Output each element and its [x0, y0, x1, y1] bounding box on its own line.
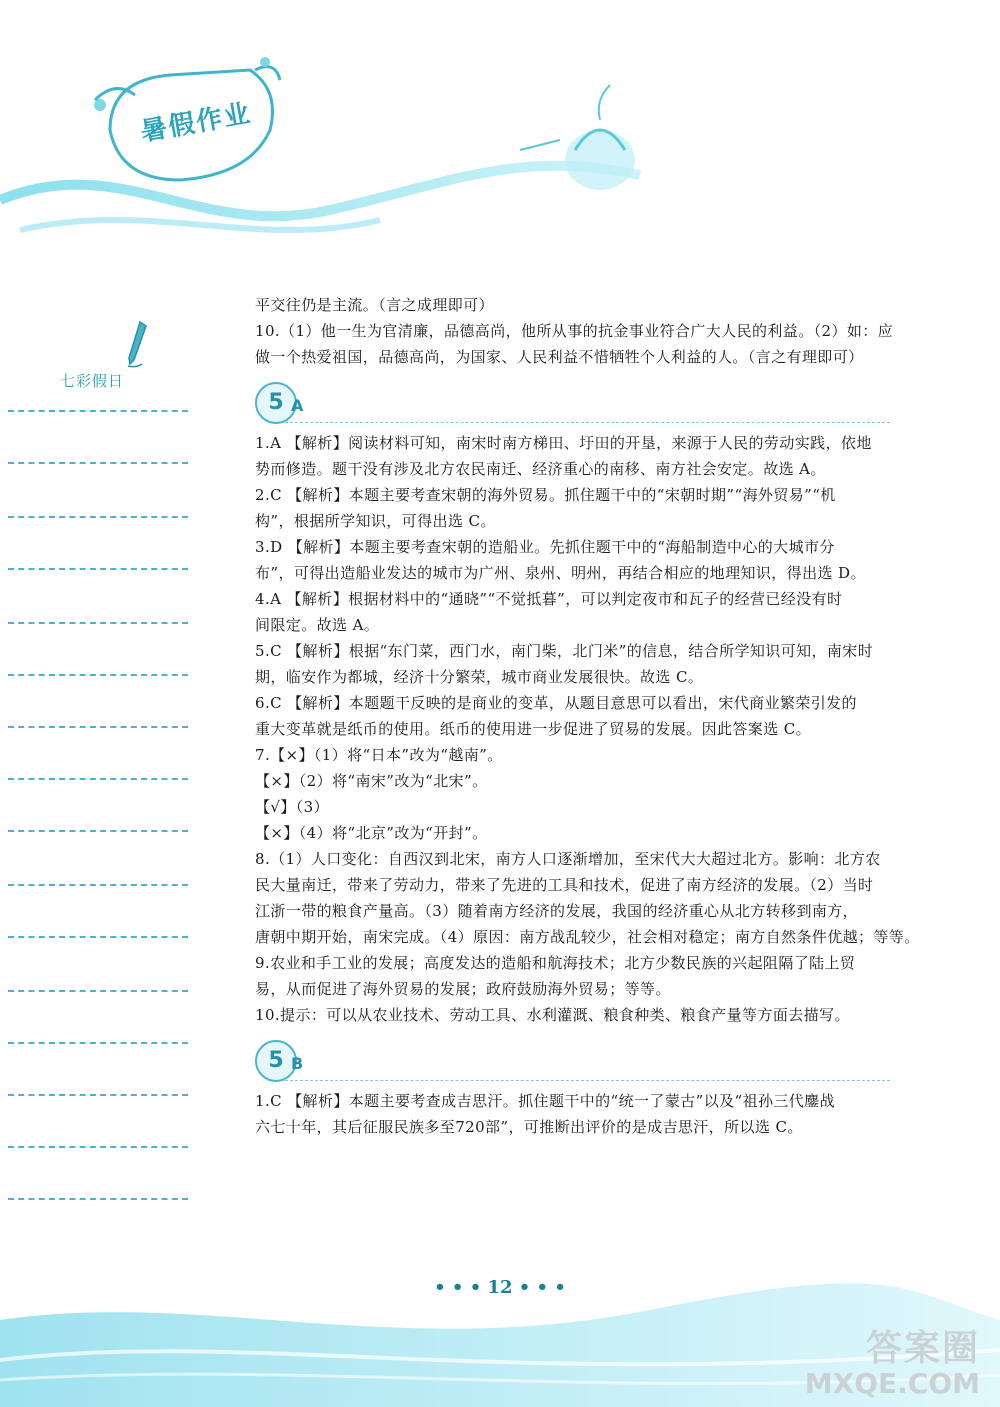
answer-line: 8.（1）人口变化：自西汉到北宋，南方人口逐渐增加，至宋代大大超过北方。影响：北方农 — [255, 850, 881, 868]
sidebar-divider — [8, 622, 188, 624]
answer-line: 1.A 【解析】阅读材料可知，南宋时南方梯田、圩田的开垦，来源于人民的劳动实践，依地 — [255, 434, 872, 452]
answer-line: 江浙一带的粮食产量高。（3）随着南方经济的发展，我国的经济重心从北方转移到南方， — [255, 902, 859, 920]
sidebar — [0, 300, 200, 1260]
answers-section-5a — [255, 430, 920, 1028]
section-rule — [285, 422, 890, 423]
sidebar-divider — [8, 778, 188, 780]
answer-line: 6.C 【解析】本题题干反映的是商业的变革，从题目意思可以看出，宋代商业繁荣引发的 — [255, 694, 857, 712]
answer-line: 9.农业和手工业的发展；高度发达的造船和航海技术；北方少数民族的兴起阻隔了陆上贸 — [255, 954, 856, 972]
sidebar-divider — [8, 936, 188, 938]
section-number-badge: 5 — [255, 1040, 297, 1082]
answer-content — [255, 292, 920, 1140]
answers-continued — [255, 292, 894, 370]
sidebar-divider — [8, 1094, 188, 1096]
answer-line: 间限定。故选 A。 — [255, 616, 380, 634]
answer-line: 10.（1）他一生为官清廉，品德高尚，他所从事的抗金事业符合广大人民的利益。（2）如：应 — [255, 322, 894, 340]
answer-line: 民大量南迁，带来了劳动力，带来了先进的工具和技术，促进了南方经济的发展。（2）当时 — [255, 876, 874, 894]
sidebar-divider — [8, 674, 188, 676]
answer-item — [255, 1088, 890, 1140]
answer-item — [255, 1002, 890, 1028]
sidebar-divider — [8, 1146, 188, 1148]
answer-line: 1.C 【解析】本题主要考查成吉思汗。抓住题干中的“统一了蒙古”以及“祖孙三代鏖战 — [255, 1092, 835, 1110]
answer-line: 重大变革就是纸币的使用。纸币的使用进一步促进了贸易的发展。因此答案选 C。 — [255, 720, 812, 738]
answer-line: 势而修造。题干没有涉及北方农民南迁、经济重心的南移、南方社会安定。故选 A。 — [255, 460, 826, 478]
answer-line: 期，临安作为都城，经济十分繁荣，城市商业发展很快。故选 C。 — [255, 668, 704, 686]
section-letter: B — [291, 1054, 304, 1073]
answer-item — [255, 820, 890, 846]
answer-item — [255, 794, 890, 820]
answer-line: 【×】（2）将“南宋”改为“北宋”。 — [255, 772, 488, 790]
watermark-line1: 答案圈 — [865, 1328, 980, 1369]
sidebar-divider — [8, 410, 188, 412]
answer-line: 【×】（4）将“北京”改为“开封”。 — [255, 824, 488, 842]
answer-line: 10.提示：可以从农业技术、劳动工具、水利灌溉、粮食种类、粮食产量等方面去描写。 — [255, 1006, 850, 1024]
answer-item — [255, 950, 890, 1002]
sidebar-divider — [8, 726, 188, 728]
answer-line: 易，从而促进了海外贸易的发展；政府鼓励海外贸易；等等。 — [255, 980, 671, 998]
sidebar-divider — [8, 1042, 188, 1044]
answer-item — [255, 586, 890, 638]
answer-item — [255, 318, 894, 370]
answer-item — [255, 768, 890, 794]
sidebar-title: 七彩假日 — [60, 372, 125, 390]
watermark-line2: MXQE.COM — [804, 1367, 980, 1400]
sidebar-divider — [8, 884, 188, 886]
sidebar-divider — [8, 462, 188, 464]
answer-line: 平交往仍是主流。（言之成理即可） — [255, 296, 494, 314]
section-header-5a — [255, 380, 890, 424]
sidebar-divider — [8, 1198, 188, 1200]
answer-line: 3.D 【解析】本题主要考查宋朝的造船业。先抓住题干中的“海船制造中心的大城市分 — [255, 538, 835, 556]
answer-item — [255, 534, 890, 586]
section-letter: A — [291, 396, 304, 415]
answer-line: 布”，可得出造船业发达的城市为广州、泉州、明州，再结合相应的地理知识，得出选 D。 — [255, 564, 866, 582]
answer-line: 六七十年，其后征服民族多至720部”，可推断出评价的是成吉思汗，所以选 C。 — [255, 1118, 803, 1136]
answer-line: 构”，根据所学知识，可得出选 C。 — [255, 512, 496, 530]
watermark — [805, 1320, 980, 1400]
answer-item — [255, 846, 920, 950]
section-number-badge: 5 — [255, 382, 297, 424]
answer-item — [255, 638, 890, 690]
answer-item — [255, 292, 890, 318]
answer-line: 做一个热爱祖国，品德高尚，为国家、人民利益不惜牺牲个人利益的人。（言之有理即可） — [255, 348, 864, 366]
section-rule — [285, 1080, 890, 1081]
answers-section-5b — [255, 1088, 890, 1140]
answer-line: 唐朝中期开始，南宋完成。（4）原因：南方战乱较少，社会相对稳定；南方自然条件优越；等等。 — [255, 928, 920, 946]
answer-line: 7.【×】（1）将“日本”改为“越南”。 — [255, 746, 503, 764]
answer-item — [255, 430, 890, 482]
answer-line: 4.A 【解析】根据材料中的“通晓”“不觉抵暮”，可以判定夜市和瓦子的经营已经没有时 — [255, 590, 843, 608]
sidebar-divider — [8, 516, 188, 518]
sidebar-divider — [8, 568, 188, 570]
pen-icon — [126, 320, 150, 370]
answer-item — [255, 690, 890, 742]
sidebar-divider — [8, 830, 188, 832]
answer-line: 【√】（3） — [255, 798, 330, 816]
section-header-5b — [255, 1038, 890, 1082]
answer-item — [255, 742, 890, 768]
banner-title: 暑假作业 — [138, 98, 255, 148]
answer-line: 2.C 【解析】本题主要考查宋朝的海外贸易。抓住题干中的“宋朝时期”“海外贸易”“机 — [255, 486, 836, 504]
answer-line: 5.C 【解析】根据“东门菜，西门水，南门柴，北门米”的信息，结合所学知识可知，南宋时 — [255, 642, 874, 660]
answer-item — [255, 482, 890, 534]
page-number: • • • 12 • • • — [434, 1277, 566, 1298]
sidebar-divider — [8, 990, 188, 992]
